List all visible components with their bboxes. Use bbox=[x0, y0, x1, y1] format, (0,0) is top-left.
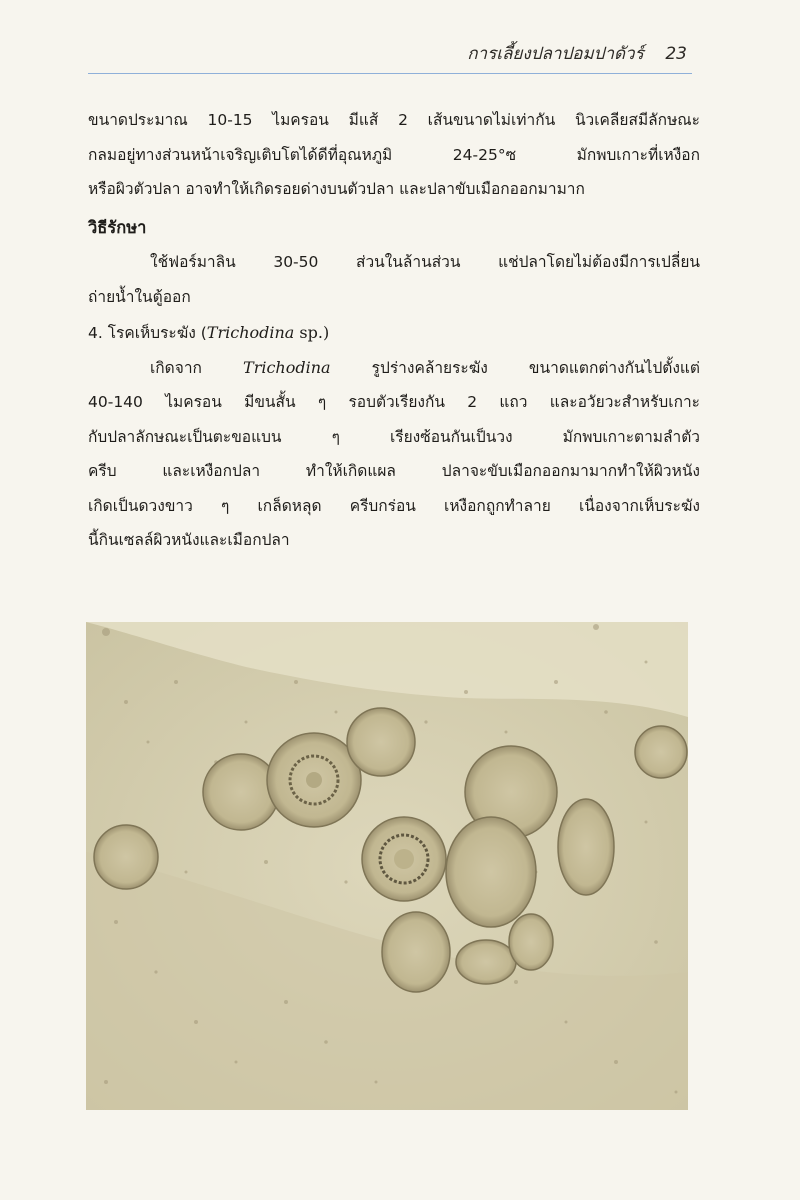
header-divider bbox=[88, 73, 692, 74]
paragraph-line: ขนาดประมาณ 10-15 ไมครอน มีแส้ 2 เส้นขนาดไม่เท่ากัน นิวเคลียสมีลักษณะ bbox=[88, 111, 700, 129]
micrograph-photo bbox=[86, 622, 688, 1110]
body-text bbox=[88, 103, 700, 558]
paragraph-line: กลมอยู่ทางส่วนหน้าเจริญเติบโตได้ดีที่อุณหภูมิ 24-25°ซ มักพบเกาะที่เหงือก bbox=[88, 145, 700, 164]
genus-name: Trichodina bbox=[243, 357, 331, 377]
paragraph-line: นี้กินเซลล์ผิวหนังและเมือกปลา bbox=[88, 531, 290, 549]
paragraph-line: กับปลาลักษณะเป็นตะขอแบน ๆ เรียงซ้อนกันเป็นวง มักพบเกาะตามลำตัว bbox=[88, 427, 700, 446]
paragraph-line: ครีบ และเหงือกปลา ทำให้เกิดแผล ปลาจะขับเมือกออกมามากทำให้ผิวหนัง bbox=[88, 462, 700, 480]
page-header bbox=[0, 0, 800, 80]
micrograph-image bbox=[86, 622, 688, 1110]
section-heading: 4. โรคเห็บระฆัง (Trichodina sp.) bbox=[88, 323, 330, 342]
genus-name: Trichodina bbox=[206, 323, 295, 342]
paragraph-line: ใช้ฟอร์มาลิน 30-50 ส่วนในล้านส่วน แช่ปลาโดยไม่ต้องมีการเปลี่ยน bbox=[150, 253, 700, 271]
treatment-heading: วิธีรักษา bbox=[88, 217, 147, 237]
paragraph-line: เกิดจาก Trichodina รูปร่างคล้ายระฆัง ขนาดแตกต่างกันไปตั้งแต่ bbox=[150, 357, 700, 377]
paragraph-line: หรือผิวตัวปลา อาจทำให้เกิดรอยด่างบนตัวปลา และปลาขับเมือกออกมามาก bbox=[88, 180, 585, 198]
running-head bbox=[467, 40, 687, 67]
page-number: 23 bbox=[665, 44, 687, 64]
paragraph-line: ถ่ายน้ำในตู้ออก bbox=[88, 287, 191, 306]
paragraph-line: เกิดเป็นดวงขาว ๆ เกล็ดหลุด ครีบกร่อน เหงือกถูกทำลาย เนื่องจากเห็บระฆัง bbox=[88, 496, 700, 515]
paragraph-line: 40-140 ไมครอน มีขนสั้น ๆ รอบตัวเรียงกัน 2 แถว และอวัยวะสำหรับเกาะ bbox=[88, 393, 700, 411]
book-title: การเลี้ยงปลาปอมปาดัวร์ bbox=[467, 44, 644, 64]
